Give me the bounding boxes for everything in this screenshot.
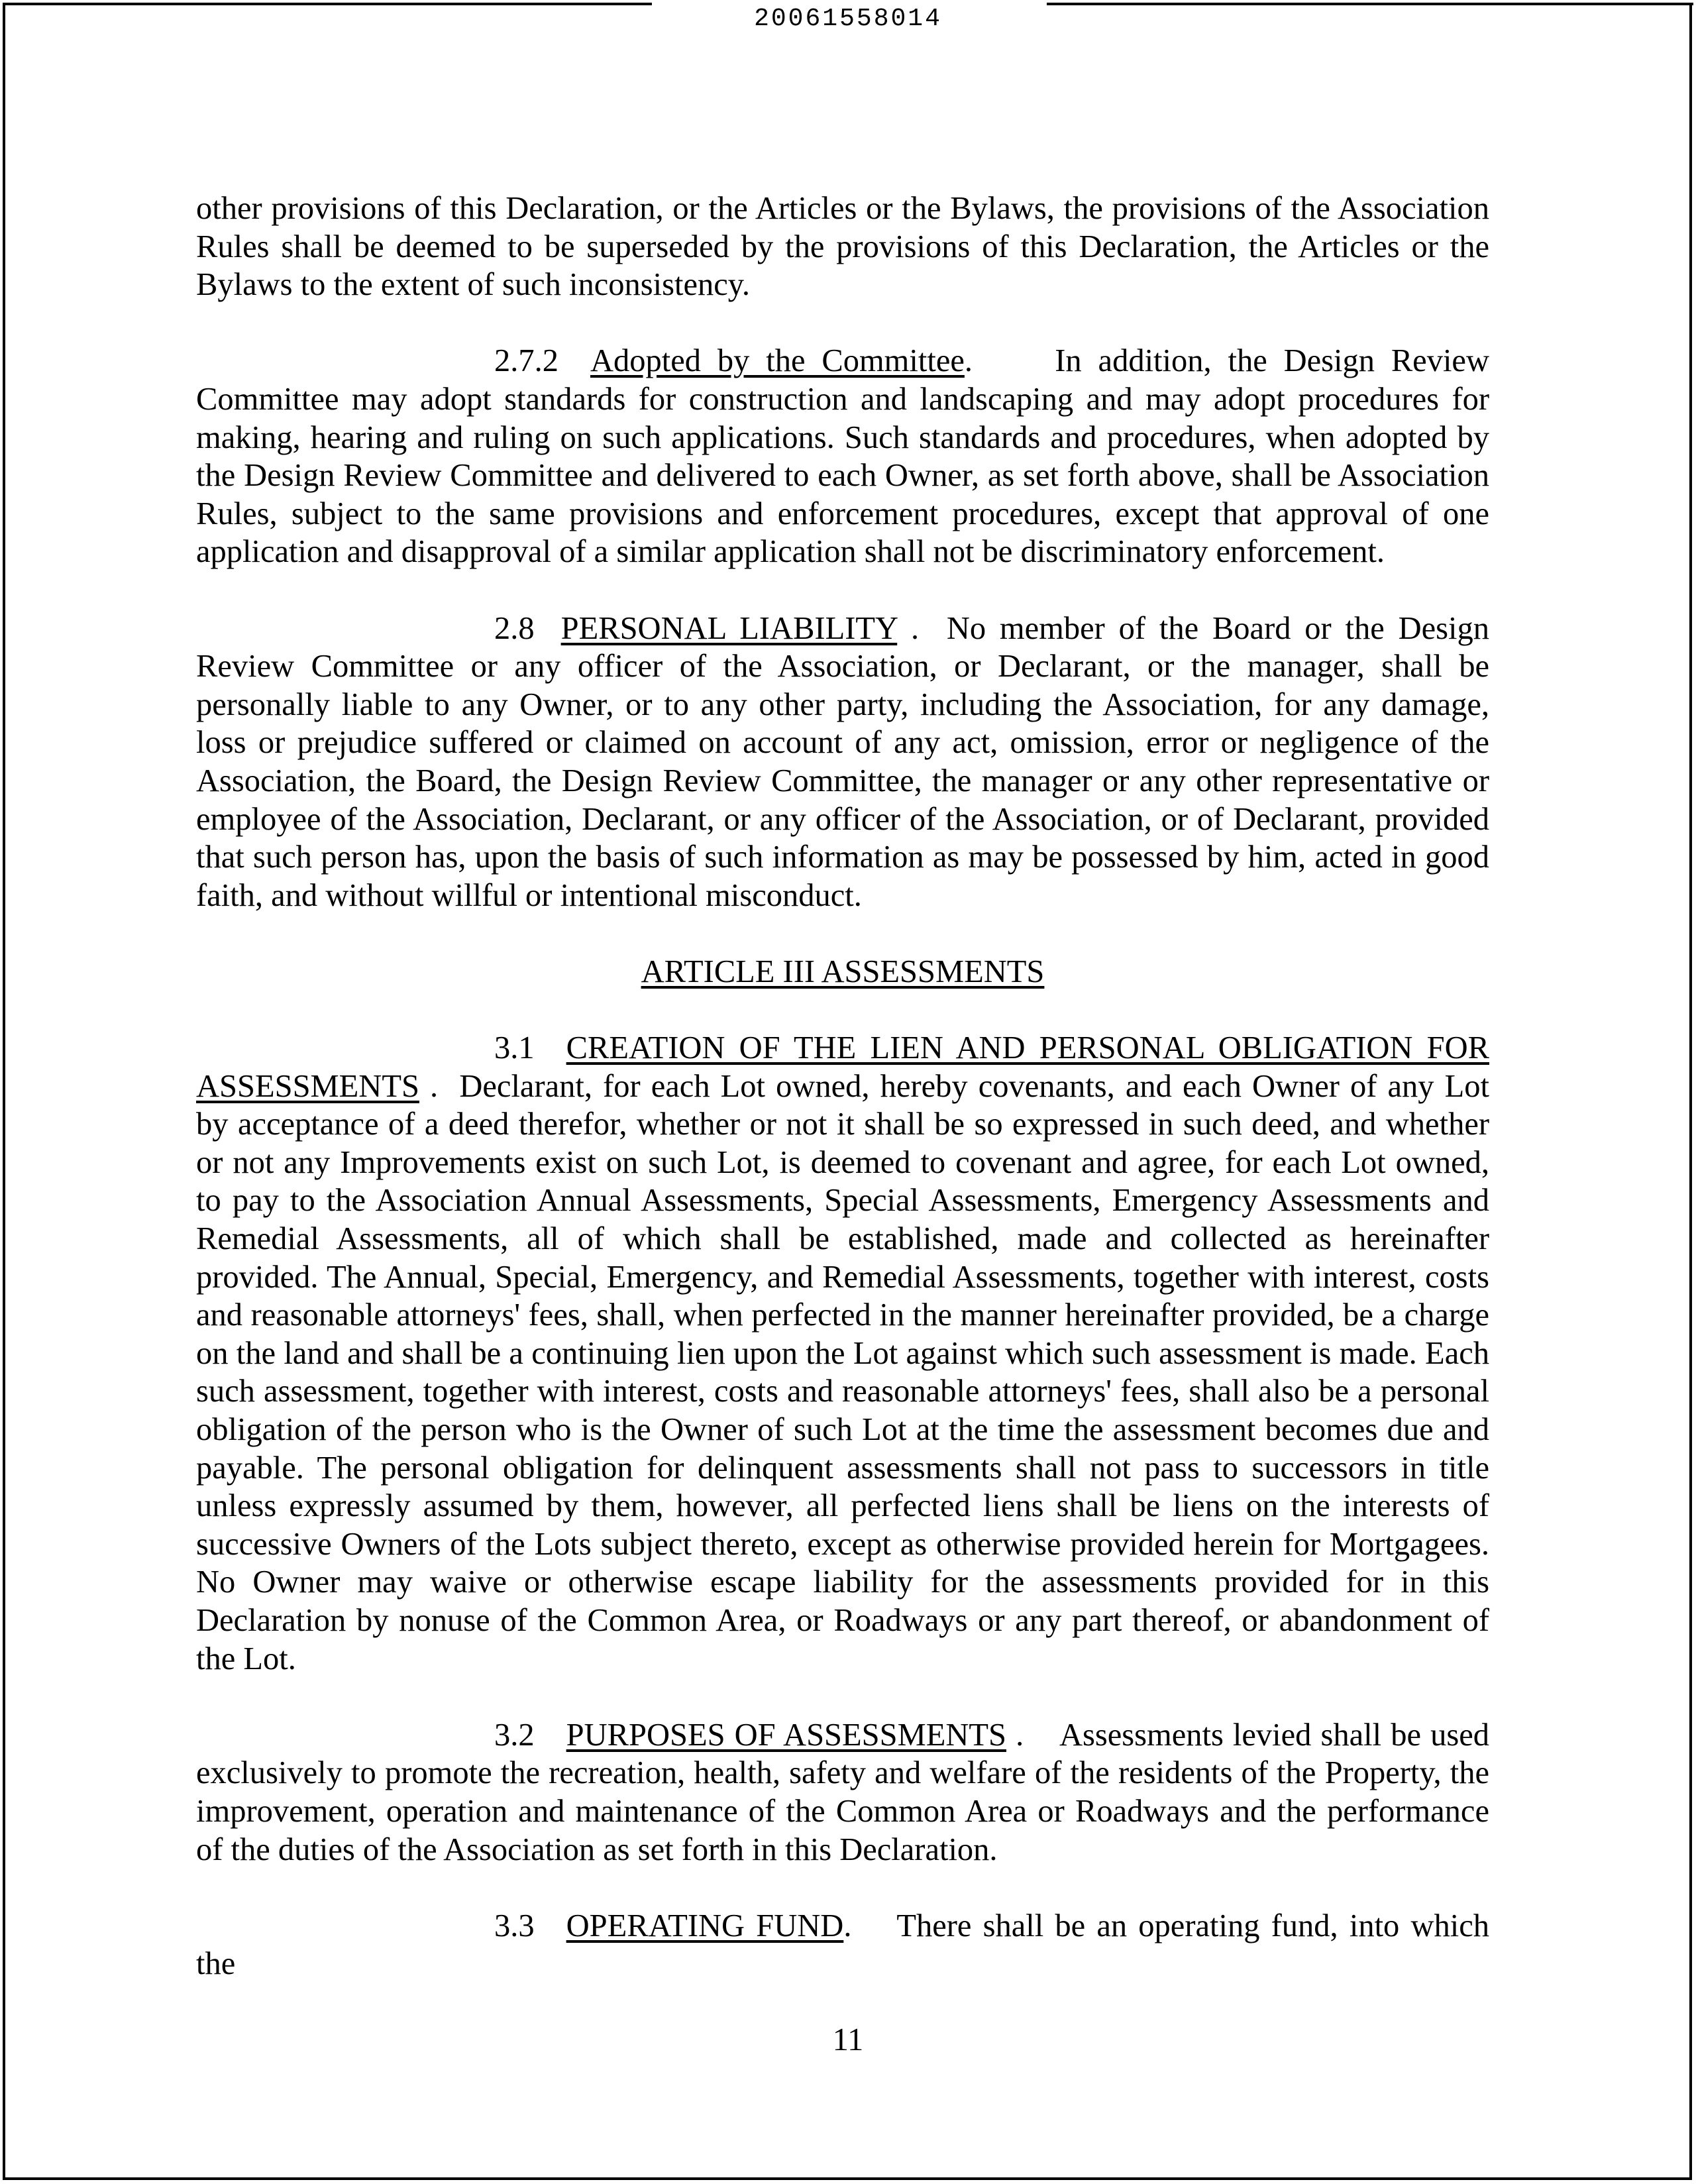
section-title: CREATION OF THE LIEN AND PERSONAL OBLIGATION FOR ASSESSMENTS (196, 1030, 1489, 1104)
section-3-1: 3.1 CREATION OF THE LIEN AND PERSONAL OBLIGATION FOR ASSESSMENTS . Declarant, for each Lot owned, hereby covenants, and each Owner of any Lot by acceptance of a deed therefor, whether or not it shall be so expressed in such deed, and whether or not any Improvements exist on such Lot, is deemed to covenant and agree, for each Lot owned, to pay to the Association Annual Assessments, Special Assessments, Emergency Assessments and Remedial Assessments, all of which shall be established, made and collected as hereinafter provided. The Annual, Special, Emergency, and Remedial Assessments, together with interest, costs and reasonable attorneys' fees, shall, when perfected in the manner hereinafter provided, be a charge on the land and shall be a continuing lien upon the Lot against which such assessment is made. Each such assessment, together with interest, costs and reasonable attorneys' fees, shall also be a personal obligation of the person who is the Owner of such Lot at the time the assessment becomes due and payable. The personal obligation for delinquent assessments shall not pass to successors in title unless expressly assumed by them, however, all perfected liens shall be liens on the interests of successive Owners of the Lots subject thereto, except as otherwise provided herein for Mortgagees. No Owner may waive or otherwise escape liability for the assessments provided for in this Declaration by nonuse of the Common Area, or Roadways or any part thereof, or abandonment of the Lot. (196, 1030, 1490, 1676)
section-body: Declarant, for each Lot owned, hereby covenants, and each Owner of any Lot by acceptance of a deed therefor, whether or not it shall be so expressed in such deed, and whether or not any Improvements exist on such Lot, is deemed to covenant and agree, for each Lot owned, to pay to the Association Annual Assessments, Special Assessments, Emergency Assessments and Remedial Assessments, all of which shall be established, made and collected as hereinafter provided. The Annual, Special, Emergency, and Remedial Assessments, together with interest, costs and reasonable attorneys' fees, shall, when perfected in the manner hereinafter provided, be a charge on the land and shall be a continuing lien upon the Lot against which such assessment is made. Each such assessment, together with interest, costs and reasonable attorneys' fees, shall also be a personal obligation of the person who is the Owner of such Lot at the time the assessment becomes due and payable. The personal obligation for delinquent assessments shall not pass to successors in title unless expressly assumed by them, however, all perfected liens shall be liens on the interests of successive Owners of the Lots subject thereto, except as otherwise provided herein for Mortgagees. No Owner may waive or otherwise escape liability for the assessments provided for in this Declaration by nonuse of the Common Area, or Roadways or any part thereof, or abandonment of the Lot. (196, 1068, 1490, 1676)
document-id: 20061558014 (754, 5, 942, 33)
section-3-2: 3.2 PURPOSES OF ASSESSMENTS . Assessments levied shall be used exclusively to promote the recreation, health, safety and welfare of the residents of the Property, the improvement, operation and maintenance of the Common Area or Roadways and the performance of the duties of the Association as set forth in this Declaration. (196, 1717, 1490, 1867)
page-body (196, 190, 1489, 2022)
article-heading: ARTICLE III ASSESSMENTS (641, 954, 1045, 989)
section-2-7-2: 2.7.2 Adopted by the Committee. In addition, the Design Review Committee may adopt standards for construction and landscaping and may adopt procedures for making, hearing and ruling on such applications. Such standards and procedures, when adopted by the Design Review Committee and delivered to each Owner, as set forth above, shall be Association Rules, subject to the same provisions and enforcement procedures, except that approval of one application and disapproval of a similar application shall not be discriminatory enforcement. (196, 343, 1489, 570)
section-2-8: 2.8 PERSONAL LIABILITY . No member of the Board or the Design Review Committee or any officer of the Association, or Declarant, or the manager, shall be personally liable to any Owner, or to any other party, including the Association, for any damage, loss or prejudice suffered or claimed on account of any act, omission, error or negligence of the Association, the Board, the Design Review Committee, the manager or any other representative or employee of the Association, Declarant, or any officer of the Association, or of Declarant, provided that such person has, upon the basis of such information as may be possessed by him, acted in good faith, and without willful or intentional misconduct. (196, 610, 1489, 913)
section-number: 3.1 (494, 1030, 535, 1066)
section-title: PERSONAL LIABILITY (560, 610, 898, 646)
section-title: OPERATING FUND (566, 1908, 844, 1943)
page-number: 11 (832, 2022, 864, 2057)
section-number: 2.7.2 (494, 343, 558, 379)
section-title: PURPOSES OF ASSESSMENTS (566, 1717, 1006, 1753)
section-body: There shall be an operating fund, into which the (196, 1908, 1490, 1982)
section-3-3: 3.3 OPERATING FUND. There shall be an operating fund, into which the (196, 1908, 1490, 1982)
paragraph-continuation: other provisions of this Declaration, or the Articles or the Bylaws, the provisions of the Association Rules shall be deemed to be superseded by the provisions of this Declaration, the Articles or the Bylaws to the extent of such inconsistency. (196, 191, 1489, 303)
section-number: 3.3 (494, 1908, 535, 1943)
section-title: Adopted by the Committee (590, 343, 965, 379)
section-number: 2.8 (494, 610, 535, 646)
section-number: 3.2 (494, 1717, 535, 1753)
section-body: Assessments levied shall be used exclusively to promote the recreation, health, safety and welfare of the residents of the Property, the improvement, operation and maintenance of the Common Area or Roadways and the performance of the duties of the Association as set forth in this Declaration. (196, 1717, 1490, 1867)
section-body: In addition, the Design Review Committee may adopt standards for construction and landscaping and may adopt procedures for making, hearing and ruling on such applications. Such standards and procedures, when adopted by the Design Review Committee and delivered to each Owner, as set forth above, shall be Association Rules, subject to the same provisions and enforcement procedures, except that approval of one application and disapproval of a similar application shall not be discriminatory enforcement. (196, 343, 1489, 570)
section-body: No member of the Board or the Design Review Committee or any officer of the Association, or Declarant, or the manager, shall be personally liable to any Owner, or to any other party, including the Association, for any damage, loss or prejudice suffered or claimed on account of any act, omission, error or negligence of the Association, the Board, the Design Review Committee, the manager or any other representative or employee of the Association, Declarant, or any officer of the Association, or of Declarant, provided that such person has, upon the basis of such information as may be possessed by him, acted in good faith, and without willful or intentional misconduct. (196, 610, 1489, 913)
